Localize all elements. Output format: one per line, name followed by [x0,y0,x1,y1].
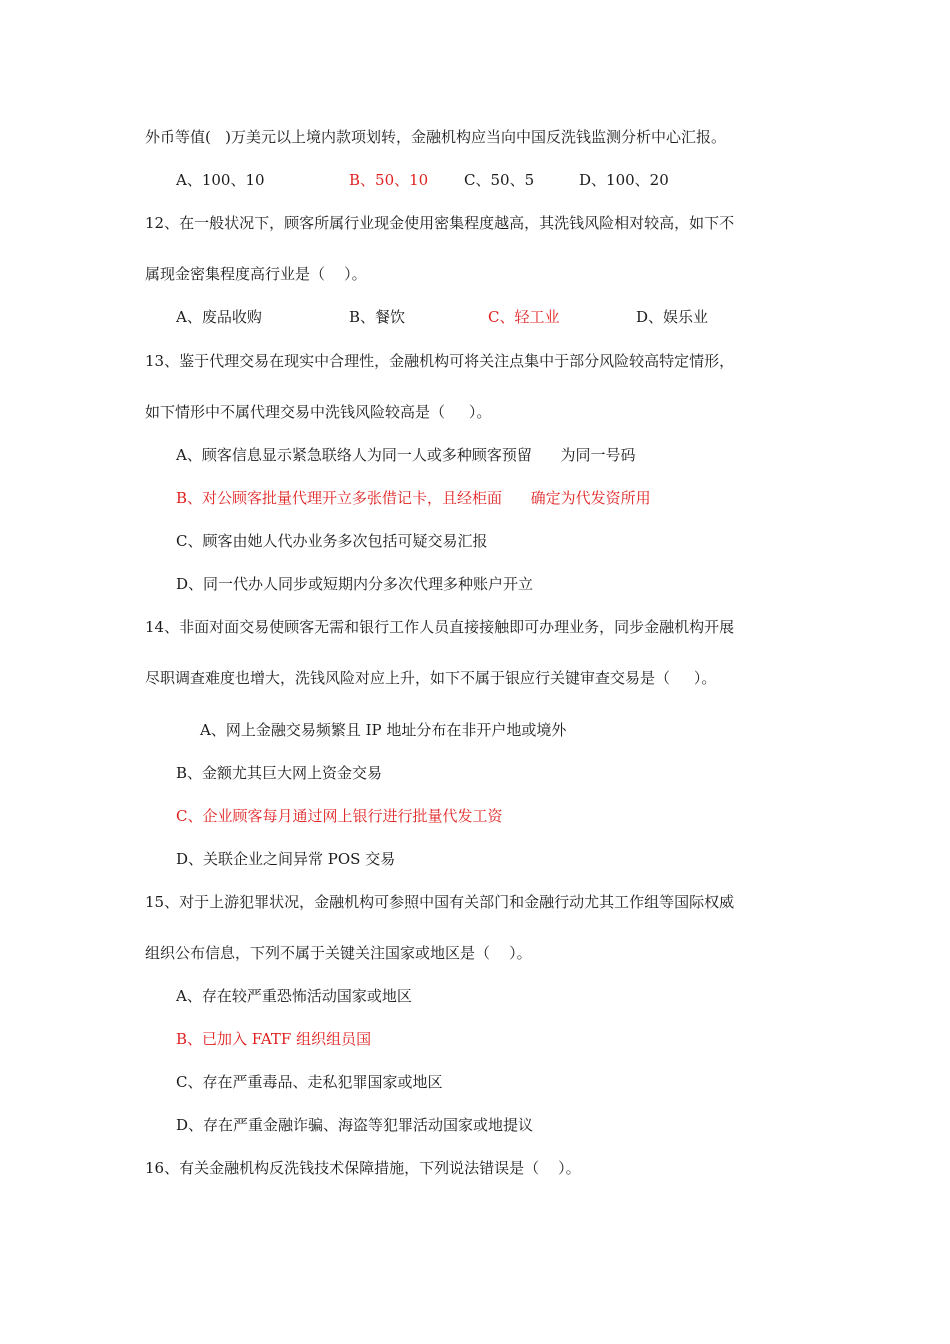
q12-option-a: A、废品收购 [176,308,262,326]
q14-line-2: 尽职调查难度也增大，洗钱风险对应上升，如下不属于银应行关键审查交易是（ ）。 [145,669,717,687]
q14-option-d: D、关联企业之间异常 POS 交易 [176,850,396,868]
q15-line-2: 组织公布信息，下列不属于关键关注国家或地区是（ ）。 [145,944,532,962]
q15-option-a: A、存在较严重恐怖活动国家或地区 [176,987,412,1005]
q15-option-b-answer: B、已加入 FATF 组织组员国 [176,1030,372,1048]
q16-line-1: 16、有关金融机构反洗钱技术保障措施，下列说法错误是（ ）。 [145,1159,581,1177]
q12-line-1: 12、在一般状况下，顾客所属行业现金使用密集程度越高，其洗钱风险相对较高，如下不 [145,214,735,232]
q15-line-1: 15、对于上游犯罪状况，金融机构可参照中国有关部门和金融行动尤其工作组等国际权威 [145,893,735,911]
q11-option-c: C、50、5 [464,171,535,189]
q11-option-b-answer: B、50、10 [349,171,429,189]
q13-option-b-answer: B、对公顾客批量代理开立多张借记卡，且经柜面 确定为代发资所用 [176,489,651,507]
q11-option-d: D、100、20 [579,171,669,189]
q11-options [176,170,876,190]
q14-option-a: A、网上金融交易频繁且 IP 地址分布在非开户地或境外 [200,721,567,739]
q12-option-b: B、餐饮 [349,308,406,326]
q14-option-c-answer: C、企业顾客每月通过网上银行进行批量代发工资 [176,807,503,825]
q12-option-c-answer: C、轻工业 [488,308,560,326]
q13-option-a: A、顾客信息显示紧急联络人为同一人或多种顾客预留 为同一号码 [176,446,636,464]
q13-option-c: C、顾客由她人代办业务多次包括可疑交易汇报 [176,532,488,550]
intro-text: 外币等值( )万美元以上境内款项划转，金融机构应当向中国反洗钱监测分析中心汇报。 [145,128,727,146]
q14-line-1: 14、非面对面交易使顾客无需和银行工作人员直接接触即可办理业务，同步金融机构开展 [145,618,735,636]
q15-option-c: C、存在严重毒品、走私犯罪国家或地区 [176,1073,443,1091]
q13-line-2: 如下情形中不属代理交易中洗钱风险较高是（ ）。 [145,403,492,421]
q12-option-d: D、娱乐业 [636,308,709,326]
q13-option-d: D、同一代办人同步或短期内分多次代理多种账户开立 [176,575,534,593]
q14-option-b: B、金额尤其巨大网上资金交易 [176,764,383,782]
q15-option-d: D、存在严重金融诈骗、海盗等犯罪活动国家或地提议 [176,1116,534,1134]
q13-line-1: 13、鉴于代理交易在现实中合理性，金融机构可将关注点集中于部分风险较高特定情形， [145,352,735,370]
q12-line-2: 属现金密集程度高行业是（ ）。 [145,265,367,283]
q11-option-a: A、100、10 [176,171,265,189]
q12-options [176,307,876,327]
